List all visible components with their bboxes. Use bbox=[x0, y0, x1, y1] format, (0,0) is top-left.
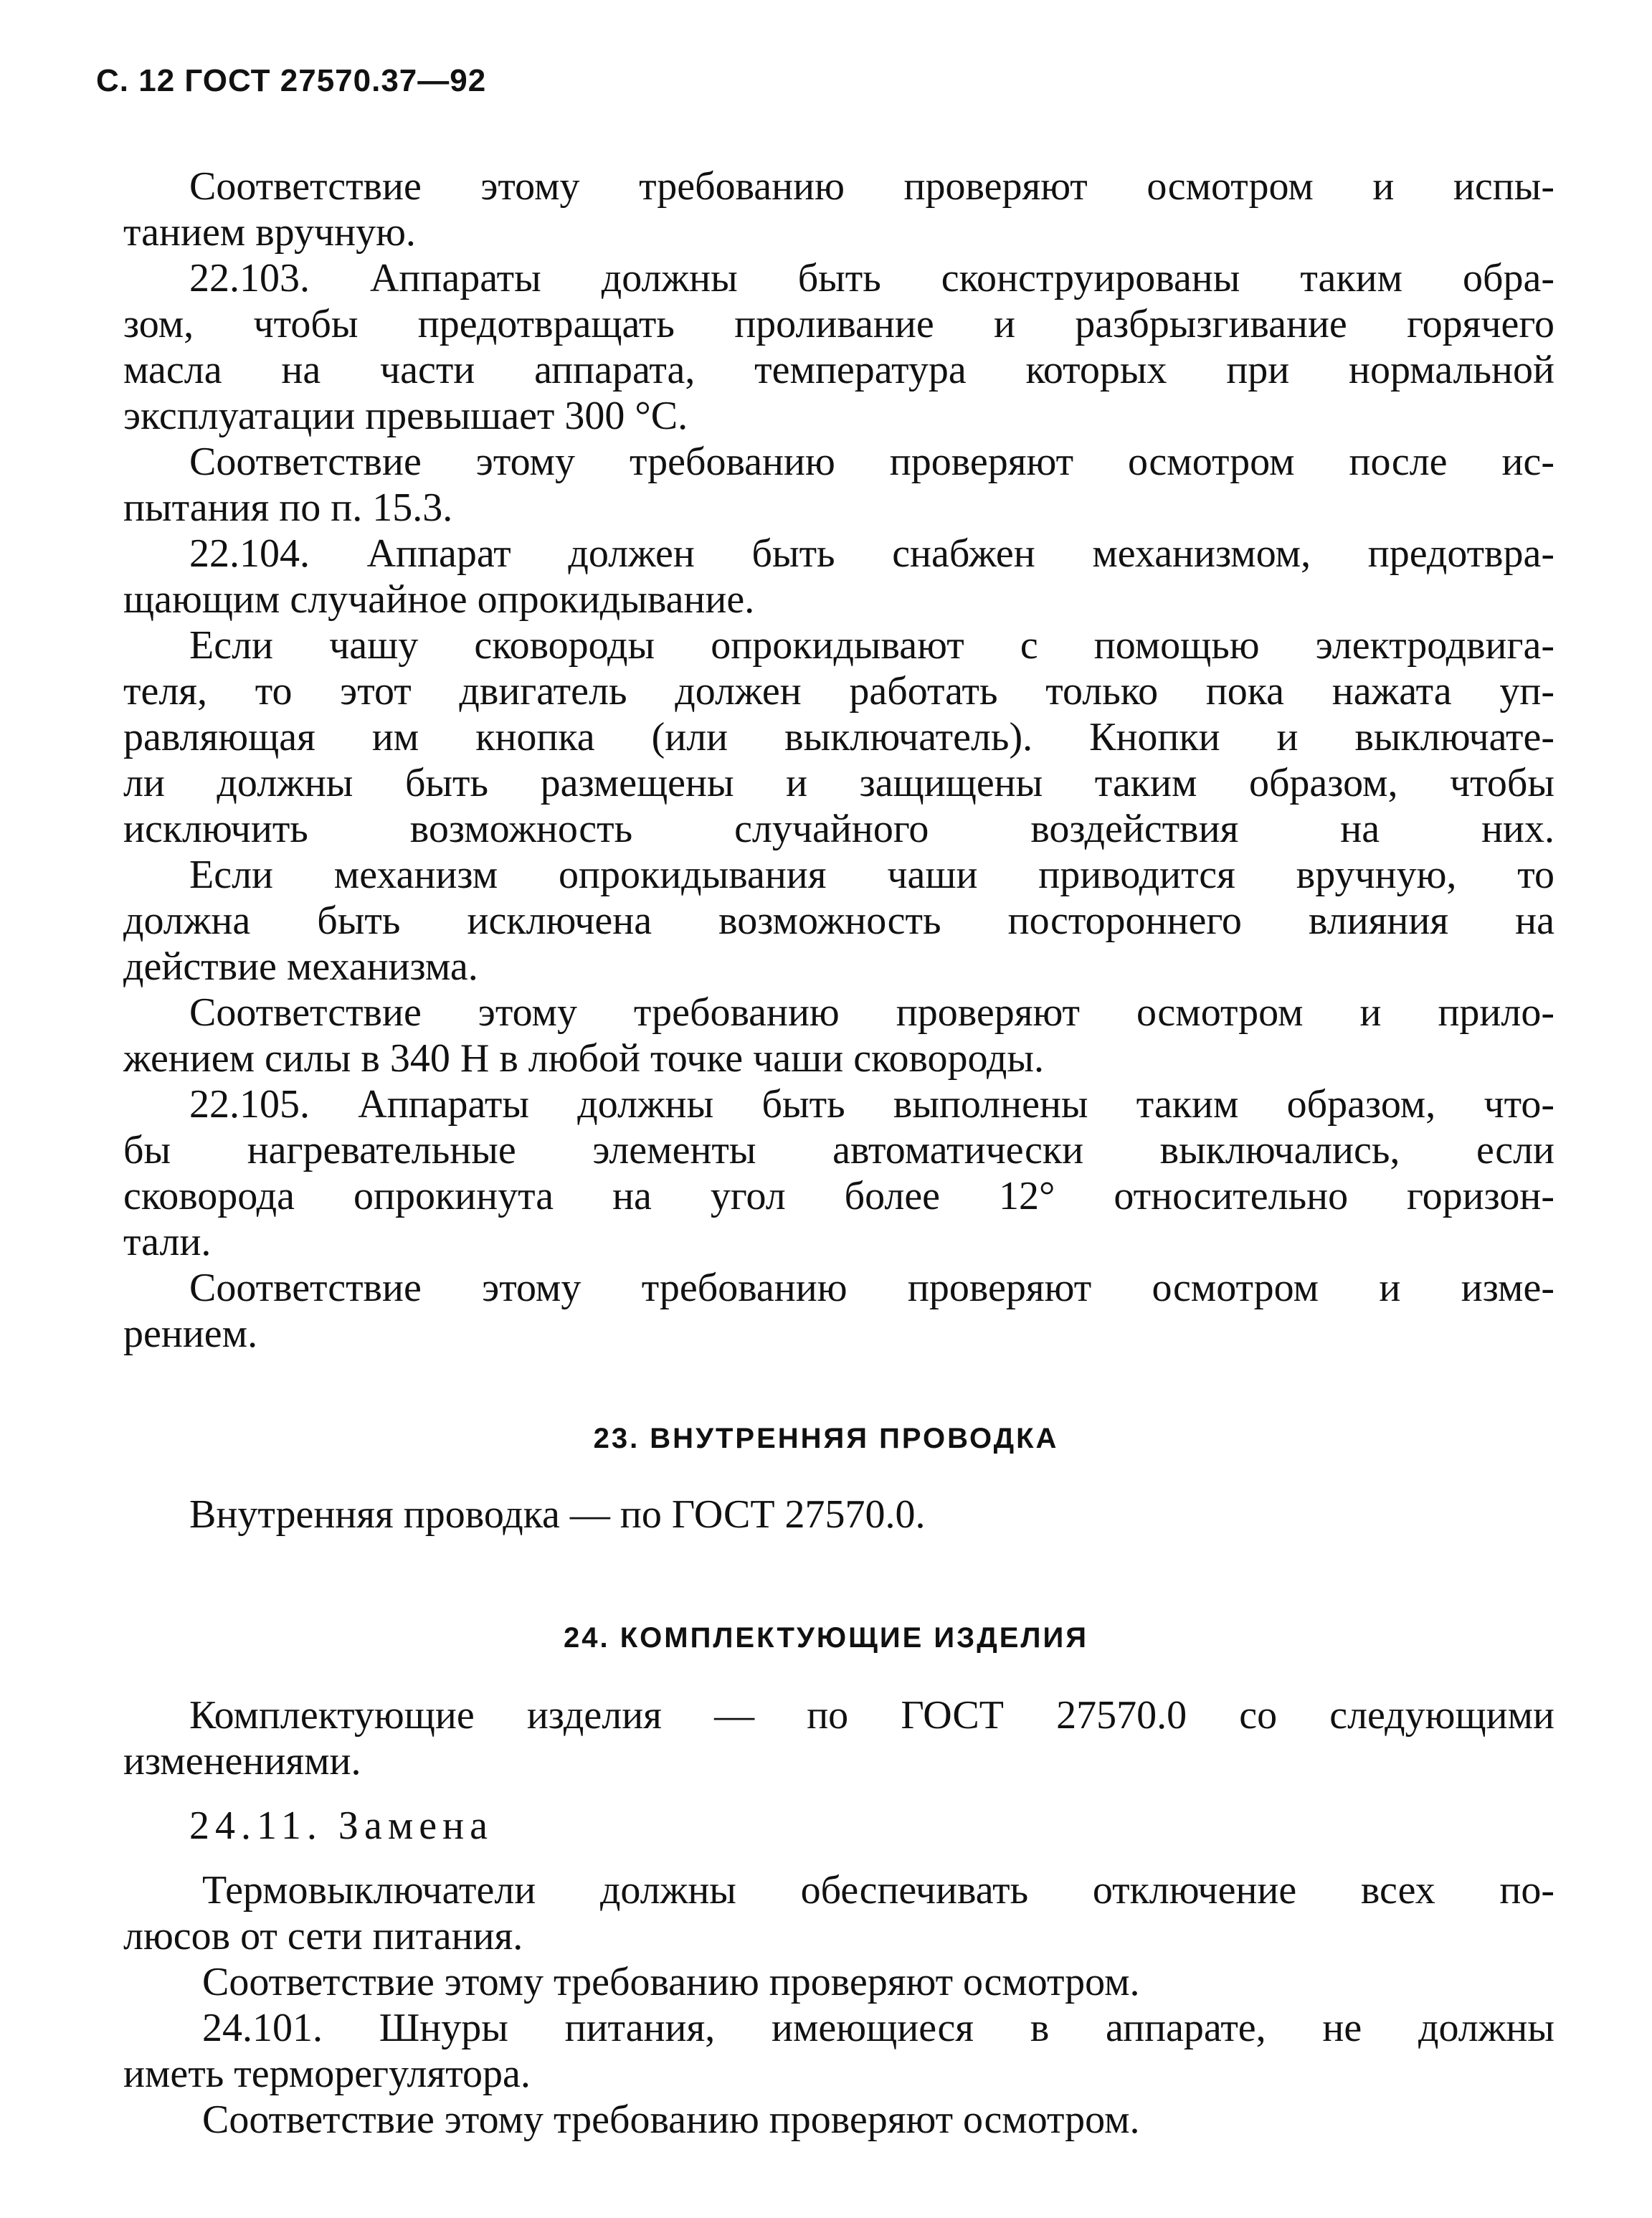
text-line: равляющая им кнопка (или выключатель). Кнопки и выключате- bbox=[123, 715, 1554, 759]
text-line: Соответствие этому требованию проверяют осмотром. bbox=[202, 1960, 1140, 2004]
text-line: зом, чтобы предотвращать проливание и разбрызгивание горячего bbox=[123, 302, 1554, 346]
text-line: действие механизма. bbox=[123, 944, 478, 989]
text-line: танием вручную. bbox=[123, 210, 416, 255]
text-line: Соответствие этому требованию проверяют осмотром и изме- bbox=[189, 1266, 1554, 1310]
text-line: жением силы в 340 Н в любой точке чаши сковороды. bbox=[123, 1036, 1045, 1081]
text-line: 22.104. Аппарат должен быть снабжен механизмом, предотвра- bbox=[189, 531, 1554, 576]
text-line: бы нагревательные элементы автоматически выключались, если bbox=[123, 1128, 1554, 1172]
text-line: должна быть исключена возможность постороннего влияния на bbox=[123, 899, 1554, 943]
text-line: Соответствие этому требованию проверяют осмотром после ис- bbox=[189, 440, 1554, 484]
text-line: изменениями. bbox=[123, 1739, 361, 1783]
text-line: люсов от сети питания. bbox=[123, 1914, 523, 1958]
section-heading-24: 24. КОМПЛЕКТУЮЩИЕ ИЗДЕЛИЯ bbox=[564, 1622, 1088, 1654]
running-head: С. 12 ГОСТ 27570.37—92 bbox=[96, 63, 487, 98]
text-line: Внутренняя проводка — по ГОСТ 27570.0. bbox=[189, 1492, 926, 1537]
text-line: сковорода опрокинута на угол более 12° относительно горизон- bbox=[123, 1174, 1554, 1218]
section-heading-23: 23. ВНУТРЕННЯЯ ПРОВОДКА bbox=[593, 1423, 1059, 1454]
text-line: щающим случайное опрокидывание. bbox=[123, 577, 755, 622]
text-line: 24.101. Шнуры питания, имеющиеся в аппарате, не должны bbox=[202, 2006, 1554, 2050]
text-line: Комплектующие изделия — по ГОСТ 27570.0 со следующими bbox=[189, 1693, 1554, 1738]
text-line: Если механизм опрокидывания чаши приводится вручную, то bbox=[189, 853, 1554, 897]
text-line: масла на части аппарата, температура которых при нормальной bbox=[123, 348, 1554, 392]
text-line: Если чашу сковороды опрокидывают с помощью электродвига- bbox=[189, 623, 1554, 668]
text-line: 22.105. Аппараты должны быть выполнены таким образом, что- bbox=[189, 1082, 1554, 1127]
text-line: эксплуатации превышает 300 °С. bbox=[123, 394, 688, 438]
text-line: исключить возможность случайного воздействия на них. bbox=[123, 807, 1554, 851]
text-line: 22.103. Аппараты должны быть сконструированы таким обра- bbox=[189, 256, 1554, 300]
text-line: теля, то этот двигатель должен работать только пока нажата уп- bbox=[123, 669, 1554, 714]
text-line: Термовыключатели должны обеспечивать отключение всех по- bbox=[202, 1868, 1554, 1913]
text-line: Соответствие этому требованию проверяют осмотром и прило- bbox=[189, 990, 1554, 1035]
text-line: ли должны быть размещены и защищены таким образом, чтобы bbox=[123, 761, 1554, 805]
text-line: 24.11. Замена bbox=[189, 1804, 493, 1848]
text-line: рением. bbox=[123, 1312, 258, 1356]
text-line: Соответствие этому требованию проверяют осмотром. bbox=[202, 2098, 1140, 2142]
text-line: пытания по п. 15.3. bbox=[123, 485, 453, 530]
text-line: тали. bbox=[123, 1220, 212, 1264]
text-line: Соответствие этому требованию проверяют осмотром и испы- bbox=[189, 164, 1554, 209]
text-line: иметь терморегулятора. bbox=[123, 2052, 531, 2096]
